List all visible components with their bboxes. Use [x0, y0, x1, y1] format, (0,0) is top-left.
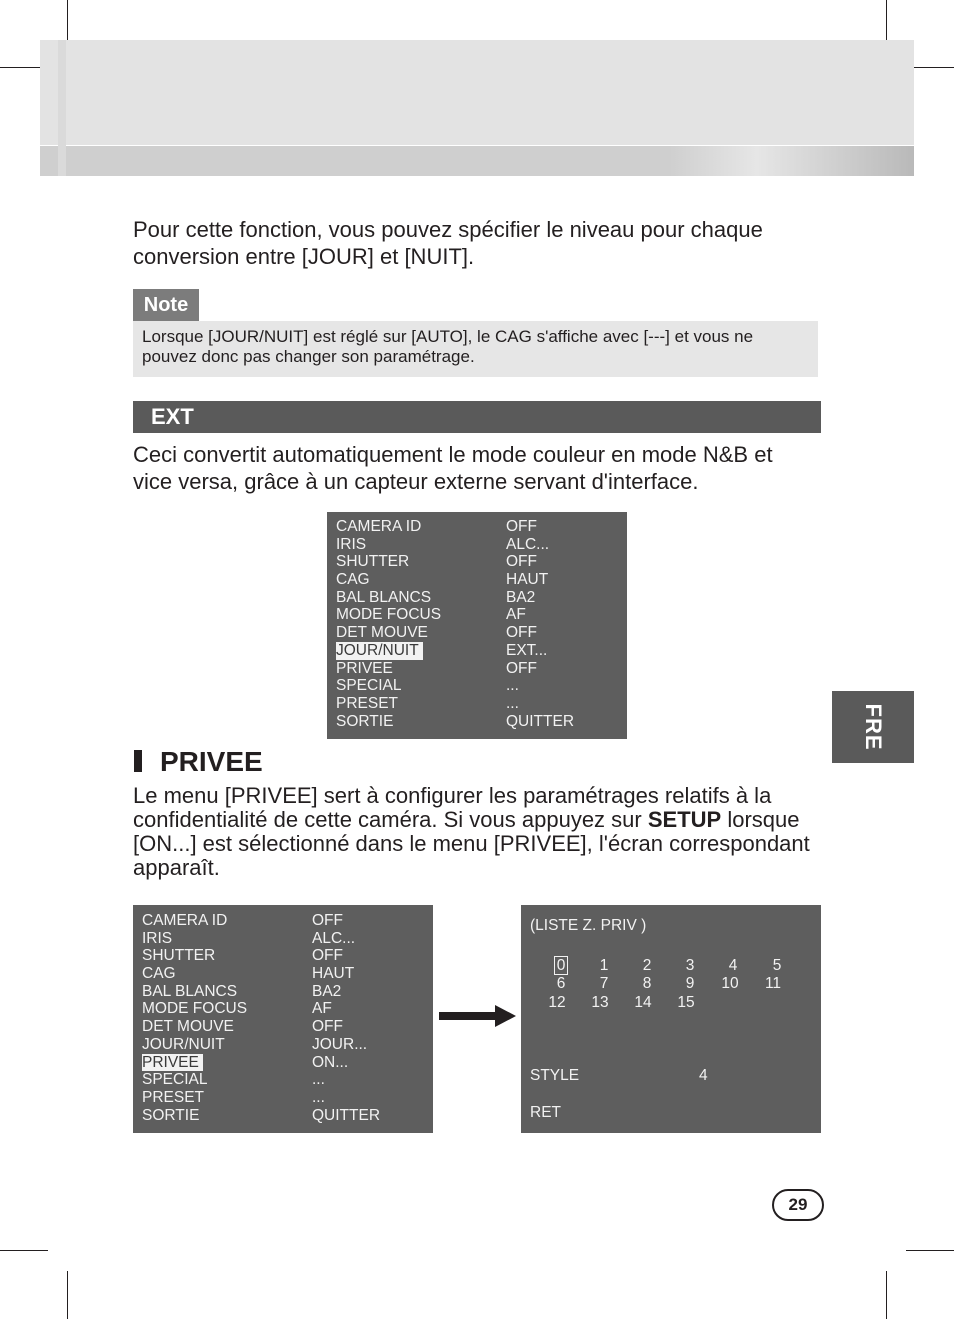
menu-value: ...: [506, 694, 519, 712]
intro-line: Pour cette fonction, vous pouvez spécifier le niveau pour chaque: [133, 217, 763, 242]
menu-value: BA2: [506, 588, 536, 606]
menu-value: OFF: [312, 912, 343, 929]
zone-number: 9: [685, 975, 695, 992]
menu-row: [142, 1107, 424, 1125]
zone-number: 6: [556, 975, 566, 992]
menu-key: SORTIE: [336, 712, 394, 730]
privee-paragraph: [133, 784, 833, 880]
menu-value: ...: [312, 1071, 325, 1089]
menu-key: DET MOUVE: [142, 1018, 234, 1036]
menu-value: QUITTER: [506, 712, 575, 730]
menu-value: HAUT: [506, 571, 549, 589]
ext-line: vice versa, grâce à un capteur externe servant d'interface.: [133, 469, 699, 494]
zone-number: 11: [764, 975, 782, 992]
menu-row: [336, 624, 618, 642]
menu-value: BA2: [312, 982, 342, 1000]
privee-text: lorsque: [721, 807, 800, 832]
menu-key: BAL BLANCS: [142, 982, 238, 1000]
crop-mark: [0, 1250, 48, 1251]
menu-row: [336, 606, 618, 624]
menu-row: [142, 930, 424, 948]
menu-value: OFF: [506, 659, 537, 677]
menu-value: OFF: [506, 518, 537, 535]
menu-value: ALC...: [312, 929, 356, 947]
menu-row: [142, 947, 424, 965]
ret-label: RET: [530, 1104, 561, 1121]
menu-row: [142, 1036, 424, 1054]
menu-row: [142, 912, 424, 930]
note-line: pouvez donc pas changer son paramétrage.: [142, 347, 475, 366]
crop-mark: [886, 1271, 887, 1319]
menu-key-selected: PRIVEE: [142, 1054, 203, 1072]
header-stripe: [58, 40, 66, 176]
menu-key: SPECIAL: [142, 1071, 208, 1089]
menu-key: BAL BLANCS: [336, 588, 432, 606]
menu-value: AF: [506, 606, 526, 624]
menu-key: CAG: [336, 571, 370, 589]
page-number: 29: [772, 1189, 824, 1221]
privacy-list-title: (LISTE Z. PRIV ): [530, 917, 647, 934]
zone-number: 8: [642, 975, 652, 992]
menu-key-selected: JOUR/NUIT: [336, 642, 423, 660]
menu-value: OFF: [312, 1018, 343, 1036]
zone-number: 1: [599, 957, 609, 974]
menu-key: PRESET: [142, 1088, 205, 1106]
menu-value: ...: [312, 1088, 325, 1106]
menu-row: [142, 1089, 424, 1107]
menu-key: JOUR/NUIT: [142, 1035, 225, 1053]
privee-text: confidentialité de cette caméra. Si vous appuyez sur: [133, 807, 648, 832]
style-value: 4: [699, 1067, 708, 1084]
zone-number: 7: [599, 975, 609, 992]
zone-number: 12: [548, 994, 566, 1011]
menu-key: DET MOUVE: [336, 624, 428, 642]
ext-paragraph: [133, 441, 823, 495]
menu-row: [336, 536, 618, 554]
menu-row: [142, 1071, 424, 1089]
intro-line: conversion entre [JOUR] et [NUIT].: [133, 244, 475, 269]
menu-value: ...: [506, 677, 519, 695]
menu-row: [336, 518, 618, 536]
menu-value: OFF: [312, 947, 343, 965]
menu-row-selected: [336, 642, 618, 660]
menu-key: SHUTTER: [142, 947, 216, 965]
menu-key: CAMERA ID: [336, 518, 422, 535]
privee-line: [133, 808, 833, 832]
ext-section-bar: EXT: [133, 401, 821, 433]
menu-row: [336, 695, 618, 713]
menu-value: ON...: [312, 1053, 349, 1071]
note-label: Note: [133, 289, 199, 321]
zone-number: 13: [591, 994, 609, 1011]
zone-number: 4: [728, 957, 738, 974]
menu-row: [336, 571, 618, 589]
menu-value: HAUT: [312, 965, 355, 983]
arrow-head-icon: [495, 1005, 516, 1027]
crop-mark: [67, 1271, 68, 1319]
privee-line: apparaît.: [133, 855, 220, 880]
menu-key: CAG: [142, 965, 176, 983]
menu-row: [336, 660, 618, 678]
menu-row: [142, 1000, 424, 1018]
osd-menu-privee: [133, 905, 433, 1133]
menu-value: AF: [312, 1000, 332, 1018]
menu-value: ALC...: [506, 535, 550, 553]
menu-value: QUITTER: [312, 1106, 381, 1124]
note-box: [133, 321, 818, 377]
menu-key: MODE FOCUS: [142, 1000, 248, 1018]
menu-key: MODE FOCUS: [336, 606, 442, 624]
zone-number-selected: [546, 957, 576, 975]
privee-line: Le menu [PRIVEE] sert à configurer les paramétrages relatifs à la: [133, 783, 772, 808]
menu-key: IRIS: [336, 535, 367, 553]
menu-key: IRIS: [142, 929, 173, 947]
zone-number: 10: [721, 975, 739, 992]
zone-number: 3: [685, 957, 695, 974]
menu-key: SORTIE: [142, 1106, 200, 1124]
zone-number: 14: [634, 994, 652, 1011]
privee-heading: PRIVEE: [160, 746, 263, 777]
menu-value: EXT...: [506, 641, 548, 659]
osd-privacy-list: [521, 905, 821, 1133]
osd-menu-jour-nuit: [327, 512, 627, 739]
privee-line: [ON...] est sélectionné dans le menu [PRIVEE], l'écran correspondant: [133, 831, 810, 856]
ext-line: Ceci convertit automatiquement le mode couleur en mode N&B et: [133, 442, 773, 467]
header-band: [40, 40, 914, 145]
menu-value: OFF: [506, 553, 537, 571]
menu-key: SHUTTER: [336, 553, 410, 571]
menu-row: [142, 1018, 424, 1036]
menu-row: [336, 677, 618, 695]
menu-key: PRIVEE: [336, 659, 393, 677]
menu-key: PRESET: [336, 694, 399, 712]
arrow-right-icon: [439, 1012, 497, 1020]
menu-key: SPECIAL: [336, 677, 402, 695]
menu-row: [336, 713, 618, 731]
menu-row: [142, 965, 424, 983]
menu-value: JOUR...: [312, 1035, 368, 1053]
style-label: STYLE: [530, 1067, 580, 1084]
menu-value: OFF: [506, 624, 537, 642]
zone-number: 5: [772, 957, 782, 974]
header-subband: [40, 146, 914, 176]
language-tab: [832, 691, 914, 763]
zone-number: 2: [642, 957, 652, 974]
menu-row-selected: [142, 1054, 424, 1072]
language-tab-label: FRE: [861, 703, 886, 751]
intro-paragraph: [133, 216, 833, 270]
setup-keyword: SETUP: [647, 807, 722, 832]
zone-number: 15: [677, 994, 695, 1011]
menu-key: CAMERA ID: [142, 912, 228, 929]
zone-label: 0: [554, 956, 569, 975]
section-marker: [134, 750, 142, 772]
menu-row: [336, 553, 618, 571]
note-line: Lorsque [JOUR/NUIT] est réglé sur [AUTO], le CAG s'affiche avec [---] et vous ne: [142, 327, 754, 346]
crop-mark: [906, 1250, 954, 1251]
menu-row: [336, 589, 618, 607]
menu-row: [142, 983, 424, 1001]
